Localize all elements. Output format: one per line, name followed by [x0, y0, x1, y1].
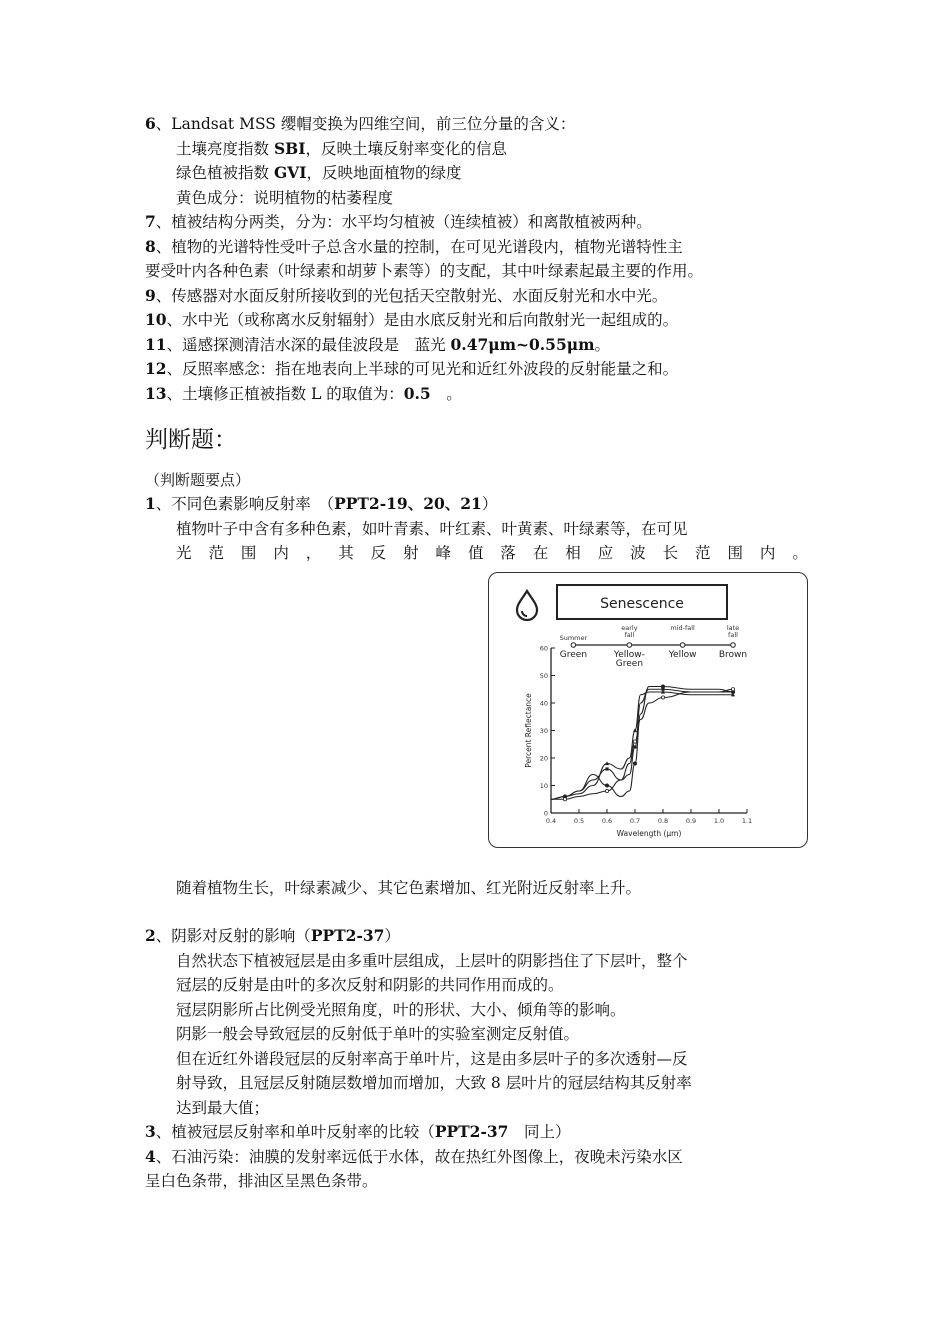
- stage-marker: [627, 642, 632, 647]
- stage-season: mid-fall: [670, 623, 695, 632]
- series-line-brown: [551, 689, 733, 799]
- spaced-char: 长: [662, 544, 679, 562]
- x-axis-label: Wavelength (μm): [616, 828, 682, 838]
- question-2-line: 达到最大值；: [176, 1098, 270, 1117]
- list-item-6-yellow: 黄色成分：说明植物的枯萎程度: [176, 188, 394, 207]
- senescence-chart: [489, 573, 807, 847]
- stage-marker: [731, 642, 736, 647]
- stage-season: early: [621, 623, 638, 632]
- question-2-line: 但在近红外谱段冠层的反射率高于单叶片，这是由多层叶子的多次透射—反: [176, 1049, 688, 1068]
- spaced-char: 值: [467, 544, 484, 562]
- series-line-yellow: [551, 692, 733, 799]
- question-4-line2: 呈白色条带，排油区呈黑色条带。: [145, 1172, 378, 1190]
- question-2-line: 自然状态下植被冠层是由多重叶层组成，上层叶的阴影挡住了下层叶，整个: [176, 951, 688, 970]
- stage-season: fall: [728, 630, 738, 639]
- stage-label: Brown: [718, 649, 748, 660]
- x-tick-label: 1.0: [713, 816, 725, 825]
- question-2-line: 射导致，且冠层反射随层数增加而增加，大致 8 层叶片的冠层结构其反射率: [176, 1074, 692, 1092]
- spaced-char: 围: [727, 544, 743, 562]
- list-item-8: 8、植物的光谱特性受叶子总含水量的控制，在可见光谱段内，植物光谱特性主: [145, 236, 683, 256]
- data-point: [731, 687, 734, 690]
- data-point: [605, 767, 608, 770]
- spaced-char: 在: [532, 544, 549, 562]
- list-item-12: 12、反照率感念：指在地表向上半球的可见光和近红外波段的反射能量之和。: [145, 359, 679, 378]
- question-1-after: 随着植物生长，叶绿素减少、其它色素增加、红光附近反射率上升。: [176, 878, 642, 897]
- spaced-char: 落: [500, 544, 516, 562]
- x-tick-label: 0.4: [545, 816, 557, 825]
- question-2-line: 冠层的反射是由叶的多次反射和阴影的共同作用而成的。: [176, 976, 564, 994]
- stage-marker: [571, 642, 576, 647]
- x-tick-label: 1.1: [741, 816, 753, 825]
- question-1-line2: [145, 541, 810, 566]
- section-note: （判断题要点）: [145, 471, 251, 489]
- spaced-char: 光: [176, 544, 192, 562]
- question-1-line1: 植物叶子中含有多种色素，如叶青素、叶红素、叶黄素、叶绿素等，在可见: [176, 519, 688, 538]
- spaced-char: 应: [597, 544, 614, 562]
- list-item-6: 6、Landsat MSS 缨帽变换为四维空间，前三位分量的含义：: [145, 114, 576, 133]
- series-line-green: [551, 686, 733, 799]
- x-tick-label: 0.5: [573, 816, 585, 825]
- stage-label: Green: [559, 649, 588, 660]
- data-point: [633, 739, 636, 742]
- list-item-11: 11、遥感探测清洁水深的最佳波段是 蓝光 0.47μm~0.55μm。: [145, 334, 611, 354]
- spaced-char: 峰: [435, 544, 452, 562]
- x-tick-label: 0.9: [685, 816, 697, 825]
- y-tick-label: 50: [539, 671, 548, 680]
- section-title: 判断题：: [145, 427, 237, 453]
- data-point: [661, 684, 664, 687]
- x-tick-label: 0.7: [629, 816, 641, 825]
- question-2-line: 冠层阴影所占比例受光照角度，叶的形状、大小、倾角等的影响。: [176, 1000, 626, 1019]
- x-tick-label: 0.8: [657, 816, 669, 825]
- series-line-yellow-green: [551, 689, 733, 799]
- question-4-line1: 4、石油污染：油膜的发射率远低于水体，故在热红外图像上，夜晚未污染水区: [145, 1146, 683, 1166]
- data-point: [633, 745, 636, 748]
- y-axis-label: Percent Reflectance: [524, 692, 533, 768]
- spaced-char: 其: [338, 544, 354, 562]
- spaced-char: 。: [792, 544, 808, 562]
- data-point: [633, 761, 636, 764]
- y-tick-label: 20: [539, 754, 548, 762]
- chart-series: [551, 684, 735, 800]
- question-3-title: 3、植被冠层反射率和单叶反射率的比较（PPT2-37 同上）: [145, 1122, 571, 1141]
- data-point: [633, 728, 637, 732]
- x-tick-label: 0.6: [601, 816, 613, 825]
- y-tick-label: 10: [539, 781, 548, 790]
- list-item-7: 7、植被结构分两类，分为：水平均匀植被（连续植被）和离散植被两种。: [145, 212, 652, 231]
- stage-season: late: [726, 623, 740, 632]
- senescence-figure: [488, 572, 808, 848]
- spaced-char: 范: [208, 544, 224, 562]
- list-item-6-gvi: 绿色植被指数 GVI，反映地面植物的绿度: [176, 163, 462, 182]
- stage-season: Summer: [559, 633, 588, 642]
- spaced-char: 相: [565, 544, 581, 562]
- question-2-line: 阴影一般会导致冠层的反射低于单叶的实验室测定反射值。: [176, 1025, 580, 1043]
- question-2-title: 2、阴影对反射的影响（PPT2-37）: [145, 926, 400, 945]
- document-page: [145, 112, 810, 1194]
- spaced-char: 围: [240, 544, 257, 562]
- spaced-char: 波: [630, 544, 646, 562]
- spaced-char: 内: [759, 544, 776, 562]
- spaced-char: 范: [695, 544, 711, 562]
- stage-marker: [680, 642, 685, 647]
- data-point: [563, 797, 566, 800]
- spaced-char: 内: [273, 544, 289, 562]
- data-point: [605, 789, 608, 792]
- list-item-10: 10、水中光（或称离水反射辐射）是由水底反射光和后向散射光一起组成的。: [145, 310, 679, 329]
- list-item-6-sbi: 土壤亮度指数 SBI，反映土壤反射率变化的信息: [176, 138, 507, 158]
- spaced-char: ，: [305, 544, 322, 562]
- stage-label: Yellow: [668, 649, 697, 660]
- list-item-8-cont: 要受叶内各种色素（叶绿素和胡萝卜素等）的支配，其中叶绿素起最主要的作用。: [145, 262, 704, 280]
- chart-title: Senescence: [600, 595, 684, 612]
- spaced-char: 反: [370, 544, 387, 562]
- stage-season: fall: [624, 630, 635, 639]
- stage-label: Green: [615, 658, 644, 669]
- stage-label: Yellow-: [613, 649, 645, 660]
- question-1-title: 1、不同色素影响反射率 （PPT2-19、20、21）: [145, 494, 498, 513]
- y-tick-label: 60: [539, 644, 548, 652]
- list-item-9: 9、传感器对水面反射所接收到的光包括天空散射光、水面反射光和水中光。: [145, 285, 668, 305]
- y-tick-label: 0: [543, 809, 548, 817]
- answer-list: [145, 112, 810, 406]
- list-item-13: 13、土壤修正植被指数 L 的取值为：0.5 。: [145, 383, 462, 403]
- stage-timeline: [560, 624, 748, 669]
- spaced-char: 射: [403, 544, 419, 562]
- data-point: [605, 783, 608, 786]
- y-tick-label: 40: [539, 699, 548, 707]
- figure-container: [145, 572, 810, 872]
- y-tick-label: 30: [539, 726, 548, 735]
- data-point: [661, 695, 664, 698]
